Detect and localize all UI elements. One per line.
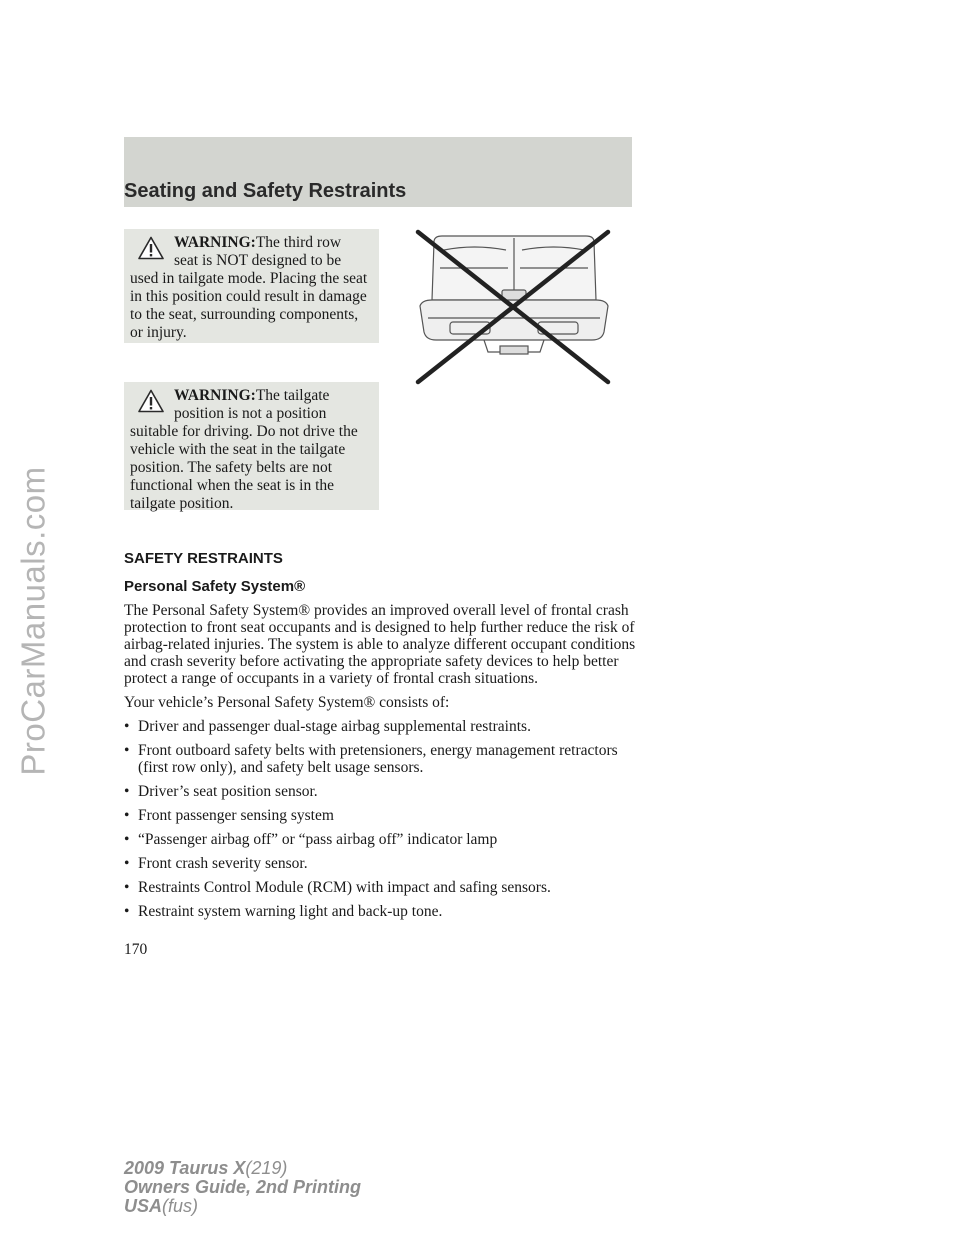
list-item bbox=[124, 879, 644, 896]
warning-second-line: position is not a position bbox=[174, 405, 327, 422]
bullet: • bbox=[124, 903, 130, 920]
main-content bbox=[124, 550, 644, 920]
list-item-text: Restraints Control Module (RCM) with impact and safing sensors. bbox=[138, 879, 551, 896]
list-item bbox=[124, 903, 644, 920]
footer-line-1 bbox=[124, 1159, 361, 1178]
third-row-seat-crossed-illustration bbox=[414, 228, 614, 386]
warning-first-line: The third row bbox=[255, 234, 342, 251]
warning-triangle-icon bbox=[138, 236, 164, 260]
list-item bbox=[124, 831, 644, 848]
footer-market: USA bbox=[124, 1196, 163, 1216]
warning-label: WARNING: bbox=[174, 387, 256, 404]
warning-box-1 bbox=[124, 229, 379, 343]
intro-paragraph: The Personal Safety System® provides an improved overall level of frontal crash protection to front seat occupants and is designed to help further reduce the risk of airbag-related injuries. The system is able to analyze different occupant conditions and crash severity before activating the appropriate safety devices to help better protect a range of occupants in a variety of frontal crash situations. bbox=[124, 602, 636, 687]
warning-first-line: The tailgate bbox=[255, 387, 330, 404]
footer-line-3 bbox=[124, 1197, 361, 1216]
bullet: • bbox=[124, 807, 130, 824]
print-footer bbox=[124, 1159, 361, 1216]
list-item bbox=[124, 783, 644, 800]
footer-line-2 bbox=[124, 1178, 361, 1197]
bullet: • bbox=[124, 855, 130, 872]
list-item-text: Front crash severity sensor. bbox=[138, 855, 308, 872]
page-title: Seating and Safety Restraints bbox=[124, 180, 407, 202]
list-item-text: Restraint system warning light and back-up tone. bbox=[138, 903, 443, 920]
list-item bbox=[124, 807, 644, 824]
bullet: • bbox=[124, 879, 130, 896]
page-number: 170 bbox=[124, 941, 148, 958]
footer-market-code: (fus) bbox=[162, 1196, 199, 1216]
list-item-text: Driver’s seat position sensor. bbox=[138, 783, 318, 800]
list-item-text: “Passenger airbag off” or “pass airbag off” indicator lamp bbox=[138, 831, 498, 848]
warning-box-2 bbox=[124, 382, 379, 510]
list-item bbox=[124, 718, 644, 735]
warning-text: used in tailgate mode. Placing the seat in this position could result in damage to the seat, surrounding components, or injury. bbox=[130, 270, 368, 341]
bullet: • bbox=[124, 742, 130, 759]
warning-second-line: seat is NOT designed to be bbox=[174, 252, 342, 269]
section-header bbox=[124, 137, 632, 207]
list-item-text: Driver and passenger dual-stage airbag supplemental restraints. bbox=[138, 718, 531, 735]
list-item bbox=[124, 855, 644, 872]
subsection-heading: Personal Safety System® bbox=[124, 578, 306, 595]
watermark bbox=[4, 0, 64, 1242]
warning-label: WARNING: bbox=[174, 234, 256, 251]
list-item-text: Front outboard safety belts with pretensioners, energy management retractors (first row only), and safety belt usage sensors. bbox=[138, 742, 618, 776]
section-heading: SAFETY RESTRAINTS bbox=[124, 550, 283, 567]
warning-lead bbox=[130, 234, 373, 252]
bullet: • bbox=[124, 831, 130, 848]
consists-paragraph: Your vehicle’s Personal Safety System® consists of: bbox=[124, 694, 450, 711]
watermark-text: ProCarManuals.com bbox=[15, 466, 52, 776]
component-list bbox=[124, 718, 644, 920]
bullet: • bbox=[124, 783, 130, 800]
bullet: • bbox=[124, 718, 130, 735]
warning-text: suitable for driving. Do not drive the vehicle with the seat in the tailgate position. The safety belts are not functional when the seat is in the tailgate position. bbox=[130, 423, 358, 512]
warning-lead bbox=[130, 387, 373, 405]
footer-model: 2009 Taurus X bbox=[124, 1158, 246, 1178]
footer-edition: Owners Guide, 2nd Printing bbox=[124, 1177, 362, 1197]
footer-model-code: (219) bbox=[245, 1158, 288, 1178]
list-item-text: Front passenger sensing system bbox=[138, 807, 334, 824]
warning-triangle-icon bbox=[138, 389, 164, 413]
list-item bbox=[124, 742, 644, 776]
